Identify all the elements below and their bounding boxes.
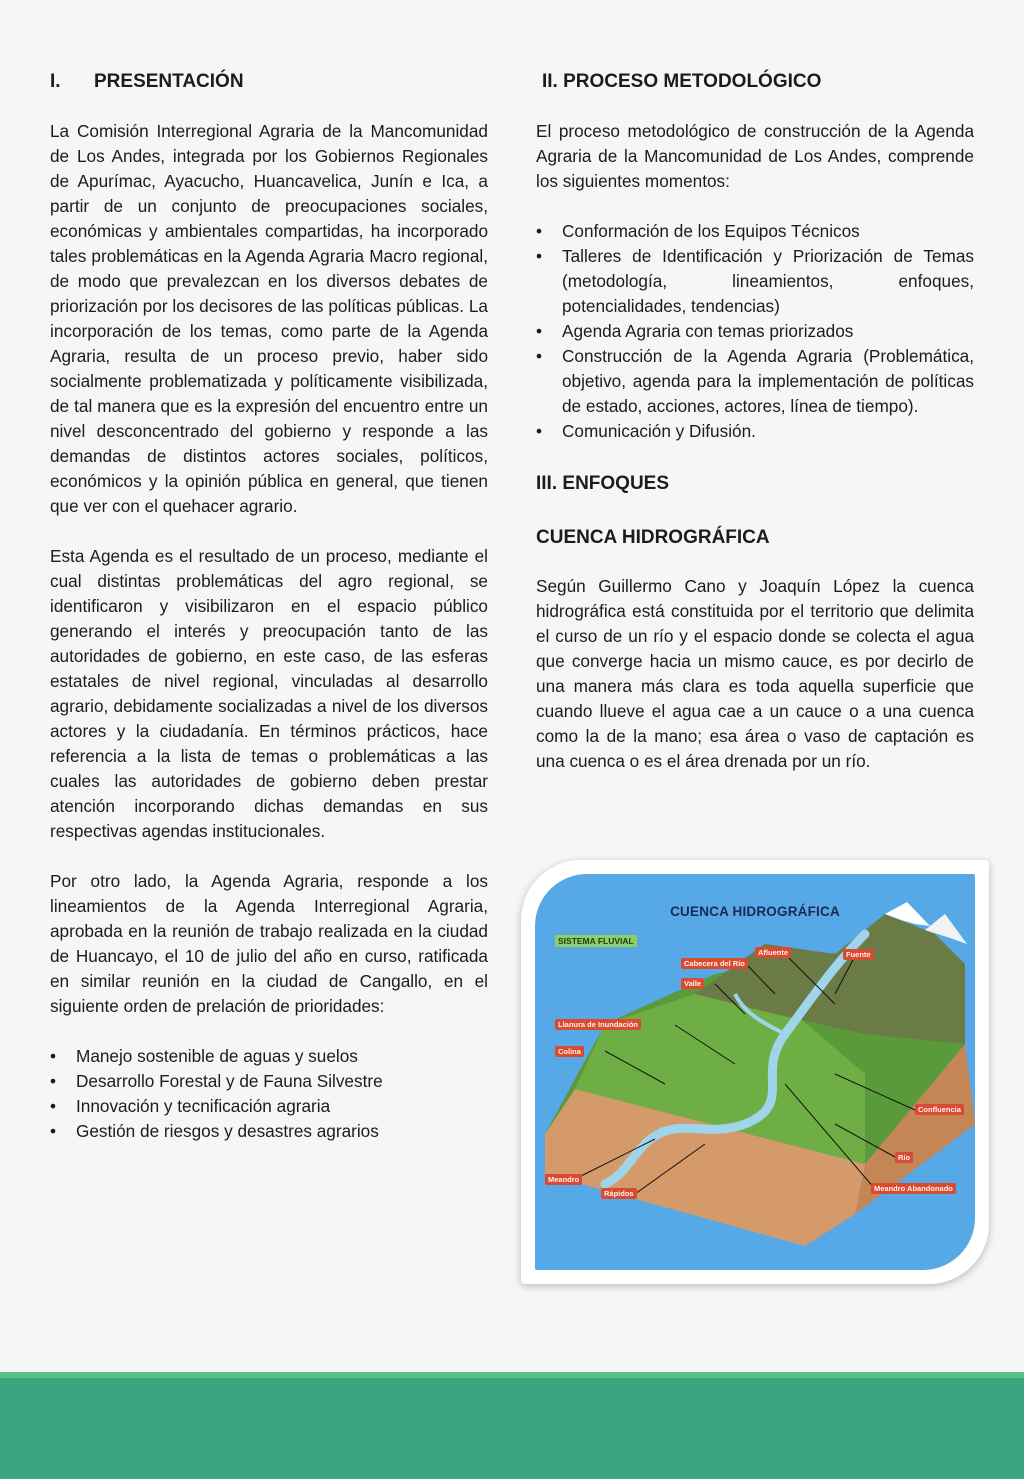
bullet-icon: • <box>50 1096 57 1116</box>
list-item <box>50 1094 488 1119</box>
list-item-text: Comunicación y Difusión. <box>562 421 756 441</box>
list-item-text: Innovación y tecnificación agraria <box>76 1096 331 1116</box>
label-rio: Río <box>895 1152 913 1163</box>
bullet-icon: • <box>50 1121 57 1141</box>
list-item <box>50 1044 488 1069</box>
section-heading-presentacion <box>50 66 488 98</box>
label-fuente: Fuente <box>843 949 874 960</box>
label-afluente: Afluente <box>755 947 791 958</box>
paragraph-proceso-intro: El proceso metodológico de construcción de la Agenda Agraria de la Mancomunidad de Los Andes, comprende los siguientes momentos: <box>536 121 974 191</box>
bullet-icon: • <box>50 1071 57 1091</box>
label-meandro: Meandro <box>545 1174 582 1185</box>
right-column <box>536 66 974 774</box>
subheading-cuenca: CUENCA HIDROGRÁFICA <box>536 527 770 548</box>
priorities-list <box>50 1044 488 1144</box>
label-cabecera: Cabecera del Río <box>681 958 748 969</box>
figure-frame <box>521 860 989 1284</box>
list-item <box>536 344 974 419</box>
label-valle: Valle <box>681 978 704 989</box>
label-llanura: Llanura de Inundación <box>555 1019 641 1030</box>
bullet-icon: • <box>536 246 543 266</box>
list-item <box>536 219 974 244</box>
list-item-text: Agenda Agraria con temas priorizados <box>562 321 854 341</box>
paragraph-cuenca: Según Guillermo Cano y Joaquín López la cuenca hidrográfica está constituida por el territorio que delimita el curso de un río y el espacio donde se colecta el agua que converge hacia un mismo cauce, es por decirlo de una manera más clara es toda aquella superficie que cuando llueve el agua cae a un cauce o a una cuenca como la de la mano; esa área o vaso de captación es una cuenca o es el área drenada por un río. <box>536 576 974 771</box>
heading-text: PRESENTACIÓN <box>94 71 244 92</box>
list-item-text: Talleres de Identificación y Priorización de Temas (metodología, lineamientos, enfoques, potencialidades, tendencias) <box>562 246 974 316</box>
list-item-text: Manejo sostenible de aguas y suelos <box>76 1046 358 1066</box>
list-item-text: Construcción de la Agenda Agraria (Problemática, objetivo, agenda para la implementación de políticas de estado, acciones, actores, línea de tiempo). <box>562 346 974 416</box>
list-item-text: Desarrollo Forestal y de Fauna Silvestre <box>76 1071 383 1091</box>
cuenca-illustration <box>535 874 975 1270</box>
figure-title: CUENCA HIDROGRÁFICA <box>670 904 840 919</box>
label-colina: Colina <box>555 1046 584 1057</box>
paragraph-comision: La Comisión Interregional Agraria de la Mancomunidad de Los Andes, integrada por los Gobiernos Regionales de Apurímac, Ayacucho, Huancavelica, Junín e Ica, a partir de un conjunto de preocupaciones sociales, económicas y ambientales compartidas, ha incorporado tales problemáticas en la Agenda Agraria Macro regional, de modo que prevalezcan en los diversos debates de priorización por los decisores de las políticas públicas. La incorporación de los temas, como parte de la Agenda Agraria, resulta de un proceso previo, haber sido socialmente problematizada y políticamente visibilizada, de tal manera que es la expresión del encuentro entre un nivel desconcentrado del gobierno y responde a las demandas de distintos actores sociales, políticos, económicos y la opinión pública en general, que tienen que ver con el quehacer agrario. <box>50 121 488 516</box>
list-item-text: Gestión de riesgos y desastres agrarios <box>76 1121 379 1141</box>
list-item <box>536 419 974 444</box>
list-item <box>536 244 974 319</box>
footer-band <box>0 1378 1024 1479</box>
left-column <box>50 66 488 1144</box>
landscape-graphic <box>535 874 975 1270</box>
label-rapidos: Rápidos <box>601 1188 637 1199</box>
label-confluencia: Confluencia <box>915 1104 964 1115</box>
heading-number: I. <box>50 71 61 92</box>
bullet-icon: • <box>536 221 543 241</box>
label-meandro-abandonado: Meandro Abandonado <box>871 1183 956 1194</box>
list-item-text: Conformación de los Equipos Técnicos <box>562 221 860 241</box>
list-item <box>536 319 974 344</box>
paragraph-agenda-resultado: Esta Agenda es el resultado de un proceso, mediante el cual distintas problemáticas del agro regional, se identificaron y visibilizaron en el espacio público generando el interés y preocupación tanto de las autoridades de gobierno, en este caso, de las esferas estatales de nivel regional, vinculadas al desarrollo agrario, debidamente socializadas a nivel de los diversos actores y la ciudadanía. En términos prácticos, hace referencia a la lista de temas o problemáticas a las cuales las autoridades de gobierno deben prestar atención incorporando dichas demandas en sus respectivas agendas institucionales. <box>50 546 488 841</box>
list-item <box>50 1069 488 1094</box>
bullet-icon: • <box>536 421 543 441</box>
paragraph-lineamientos: Por otro lado, la Agenda Agraria, responde a los lineamientos de la Agenda Interregional Agraria, aprobada en la reunión de trabajo realizada en la ciudad de Huancayo, el 10 de julio del año en curso, ratificada en similar reunión en la ciudad de Cangallo, en el siguiente orden de prelación de prioridades: <box>50 871 488 1016</box>
list-item <box>50 1119 488 1144</box>
section-heading-enfoques: III. ENFOQUES <box>536 473 670 494</box>
bullet-icon: • <box>536 346 543 366</box>
label-sistema-fluvial: SISTEMA FLUVIAL <box>555 935 637 947</box>
bullet-icon: • <box>50 1046 57 1066</box>
steps-list <box>536 219 974 444</box>
bullet-icon: • <box>536 321 543 341</box>
section-heading-proceso: II. PROCESO METODOLÓGICO <box>542 71 822 92</box>
